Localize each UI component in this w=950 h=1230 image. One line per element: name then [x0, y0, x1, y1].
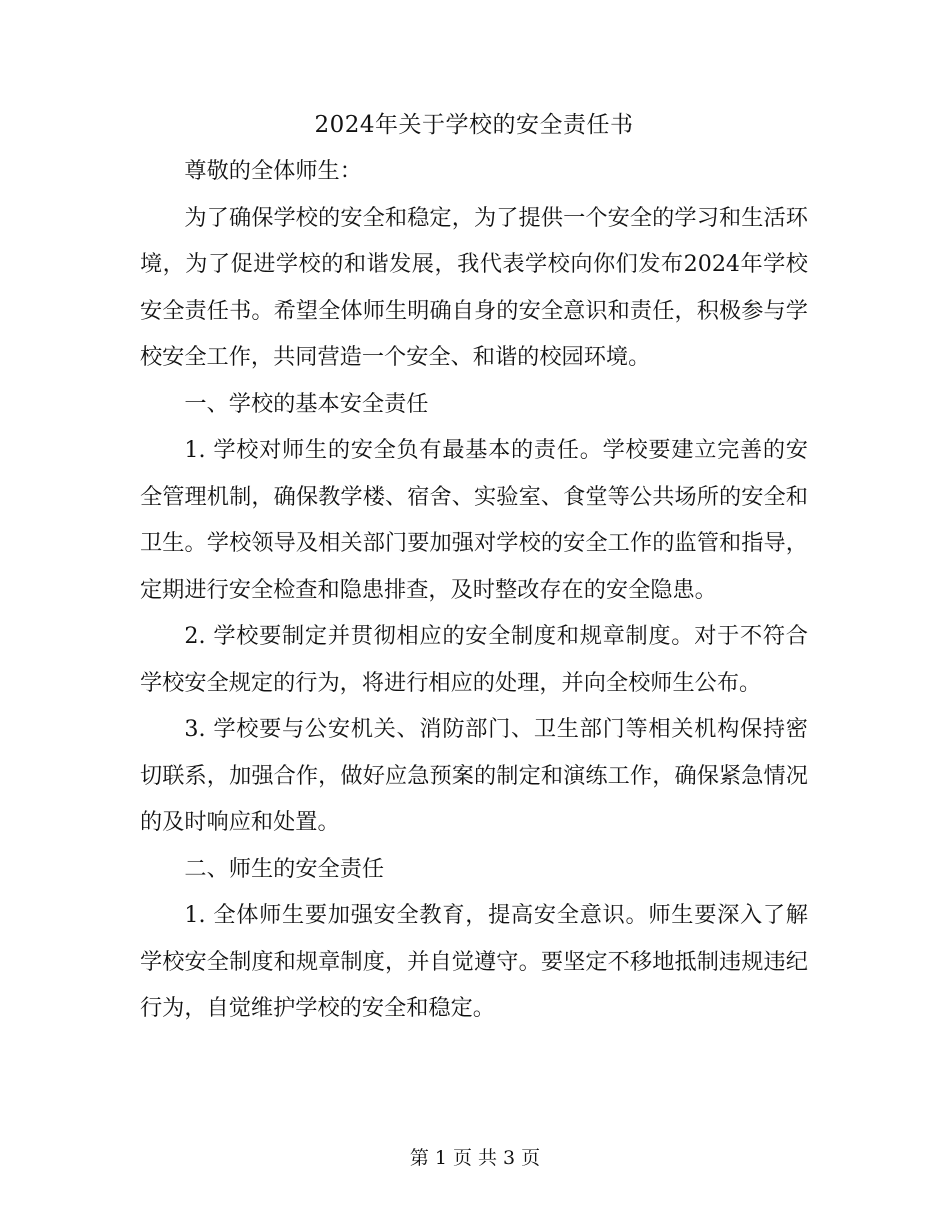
salutation: 尊敬的全体师生：	[184, 158, 362, 184]
section-heading-school: 一、学校的基本安全责任	[184, 390, 429, 417]
section-heading-teachers-students: 二、师生的安全责任	[184, 855, 385, 882]
school-item-1: 1. 学校对师生的安全负有最基本的责任。学校要建立完善的安全管理机制，确保教学楼、宿舍、实验室、食堂等公共场所的安全和卫生。学校领导及相关部门要加强对学校的安全工作的监管和指导，定期进行安全检查和隐患排查，及时整改存在的安全隐患。	[140, 437, 808, 603]
intro-paragraph: 为了确保学校的安全和稳定，为了提供一个安全的学习和生活环境，为了促进学校的和谐发展，我代表学校向你们发布2024年学校安全责任书。希望全体师生明确自身的安全意识和责任，积极参与学校安全工作，共同营造一个安全、和谐的校园环境。	[140, 204, 808, 370]
school-item-3: 3. 学校要与公安机关、消防部门、卫生部门等相关机构保持密切联系，加强合作，做好应急预案的制定和演练工作，确保紧急情况的及时响应和处置。	[140, 716, 808, 835]
school-item-2: 2. 学校要制定并贯彻相应的安全制度和规章制度。对于不符合学校安全规定的行为，将进行相应的处理，并向全校师生公布。	[140, 623, 808, 696]
teachers-students-item-1: 1. 全体师生要加强安全教育，提高安全意识。师生要深入了解学校安全制度和规章制度，并自觉遵守。要坚定不移地抵制违规违纪行为，自觉维护学校的安全和稳定。	[140, 902, 808, 1021]
document-body	[140, 102, 808, 1032]
document-title: 2024年关于学校的安全责任书	[314, 112, 634, 138]
page-number: 第 1 页 共 3 页	[409, 1147, 541, 1169]
